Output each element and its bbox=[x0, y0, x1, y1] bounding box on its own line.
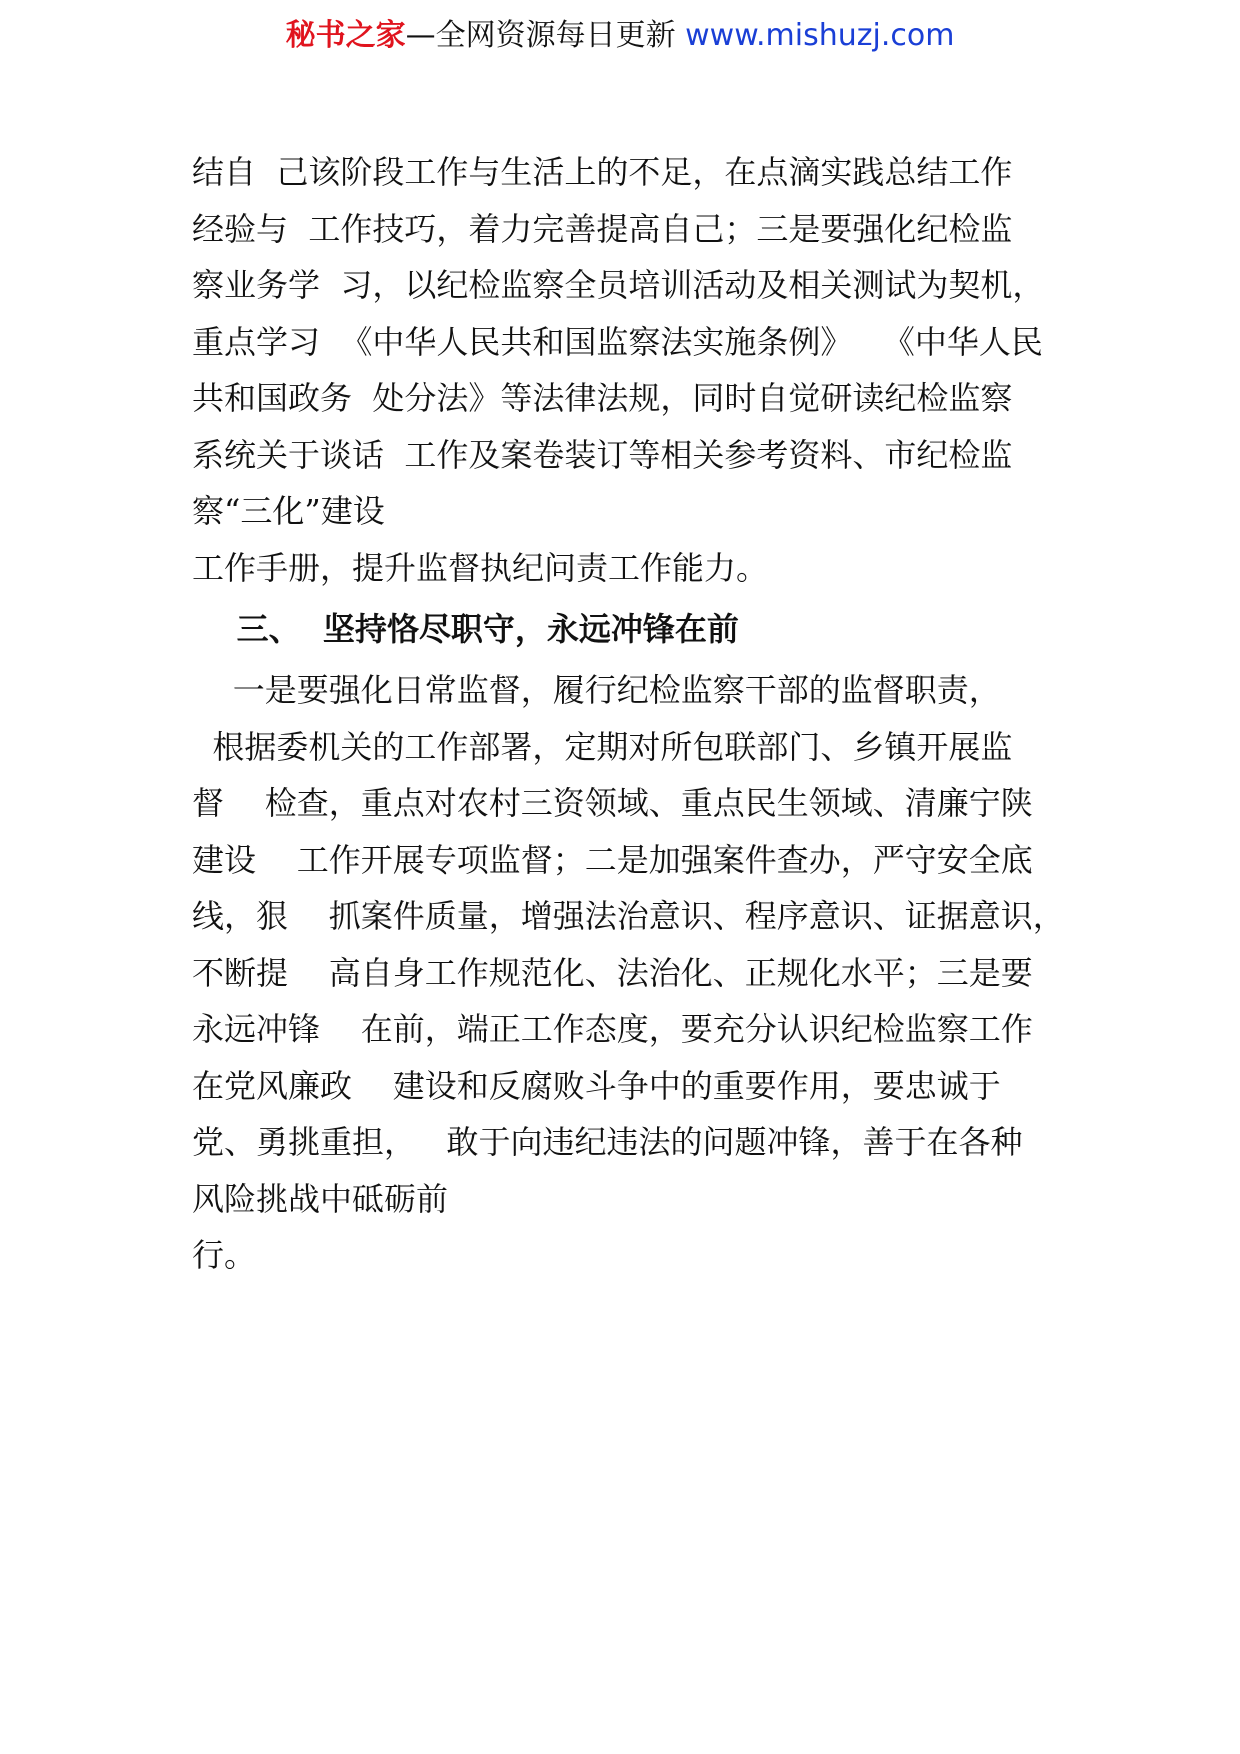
text-line: 不断提 高自身工作规范化、法治化、正规化水平；三是要 bbox=[192, 953, 1033, 992]
text-line: 共和国政务 处分法》等法律法规，同时自觉研读纪检监察 bbox=[192, 379, 1013, 417]
text-line: 察业务学 习，以纪检监察全员培训活动及相关测试为契机， bbox=[192, 266, 1045, 304]
text-line: 系统关于谈话 工作及案卷装订等相关参考资料、市纪检监 bbox=[192, 435, 1013, 474]
paragraph-1 bbox=[192, 144, 1082, 596]
document-body bbox=[192, 144, 1082, 1284]
text-line: 永远冲锋 在前，端正工作态度，要充分认识纪检监察工作 bbox=[192, 1010, 1033, 1048]
text-line: 察“三化”建设 bbox=[192, 492, 385, 530]
text-line: 结自 己该阶段工作与生活上的不足，在点滴实践总结工作 bbox=[192, 153, 1013, 191]
section-heading: 三、 坚持恪尽职守，永远冲锋在前 bbox=[192, 610, 739, 648]
site-header bbox=[0, 14, 1240, 58]
text-line: 工作手册，提升监督执纪问责工作能力。 bbox=[192, 548, 769, 587]
site-tagline: —全网资源每日更新 bbox=[405, 18, 686, 53]
text-line: 一是要强化日常监督，履行纪检监察干部的监督职责， bbox=[192, 671, 1001, 709]
text-line: 督 检查，重点对农村三资领域、重点民生领域、清廉宁陕 bbox=[192, 784, 1033, 822]
text-line: 重点学习 《中华人民共和国监察法实施条例》 《中华人民 bbox=[192, 322, 1043, 361]
text-line: 党、勇挑重担， 敢于向违纪违法的问题冲锋，善于在各种 bbox=[192, 1123, 1023, 1161]
text-line: 风险挑战中砥砺前 bbox=[192, 1179, 449, 1218]
text-line: 线，狠 抓案件质量，增强法治意识、程序意识、证据意识， bbox=[192, 897, 1065, 935]
text-line: 在党风廉政 建设和反腐败斗争中的重要作用，要忠诚于 bbox=[192, 1066, 1001, 1105]
paragraph-2 bbox=[192, 662, 1082, 1284]
site-url-link[interactable]: www.mishuzj.com bbox=[685, 18, 955, 53]
text-line: 行。 bbox=[192, 1236, 257, 1274]
text-line: 建设 工作开展专项监督；二是加强案件查办，严守安全底 bbox=[192, 840, 1033, 879]
text-line: 经验与 工作技巧，着力完善提高自己；三是要强化纪检监 bbox=[192, 209, 1013, 248]
text-line: 根据委机关的工作部署，定期对所包联部门、乡镇开展监 bbox=[192, 727, 1013, 766]
site-name: 秘书之家 bbox=[285, 18, 406, 53]
